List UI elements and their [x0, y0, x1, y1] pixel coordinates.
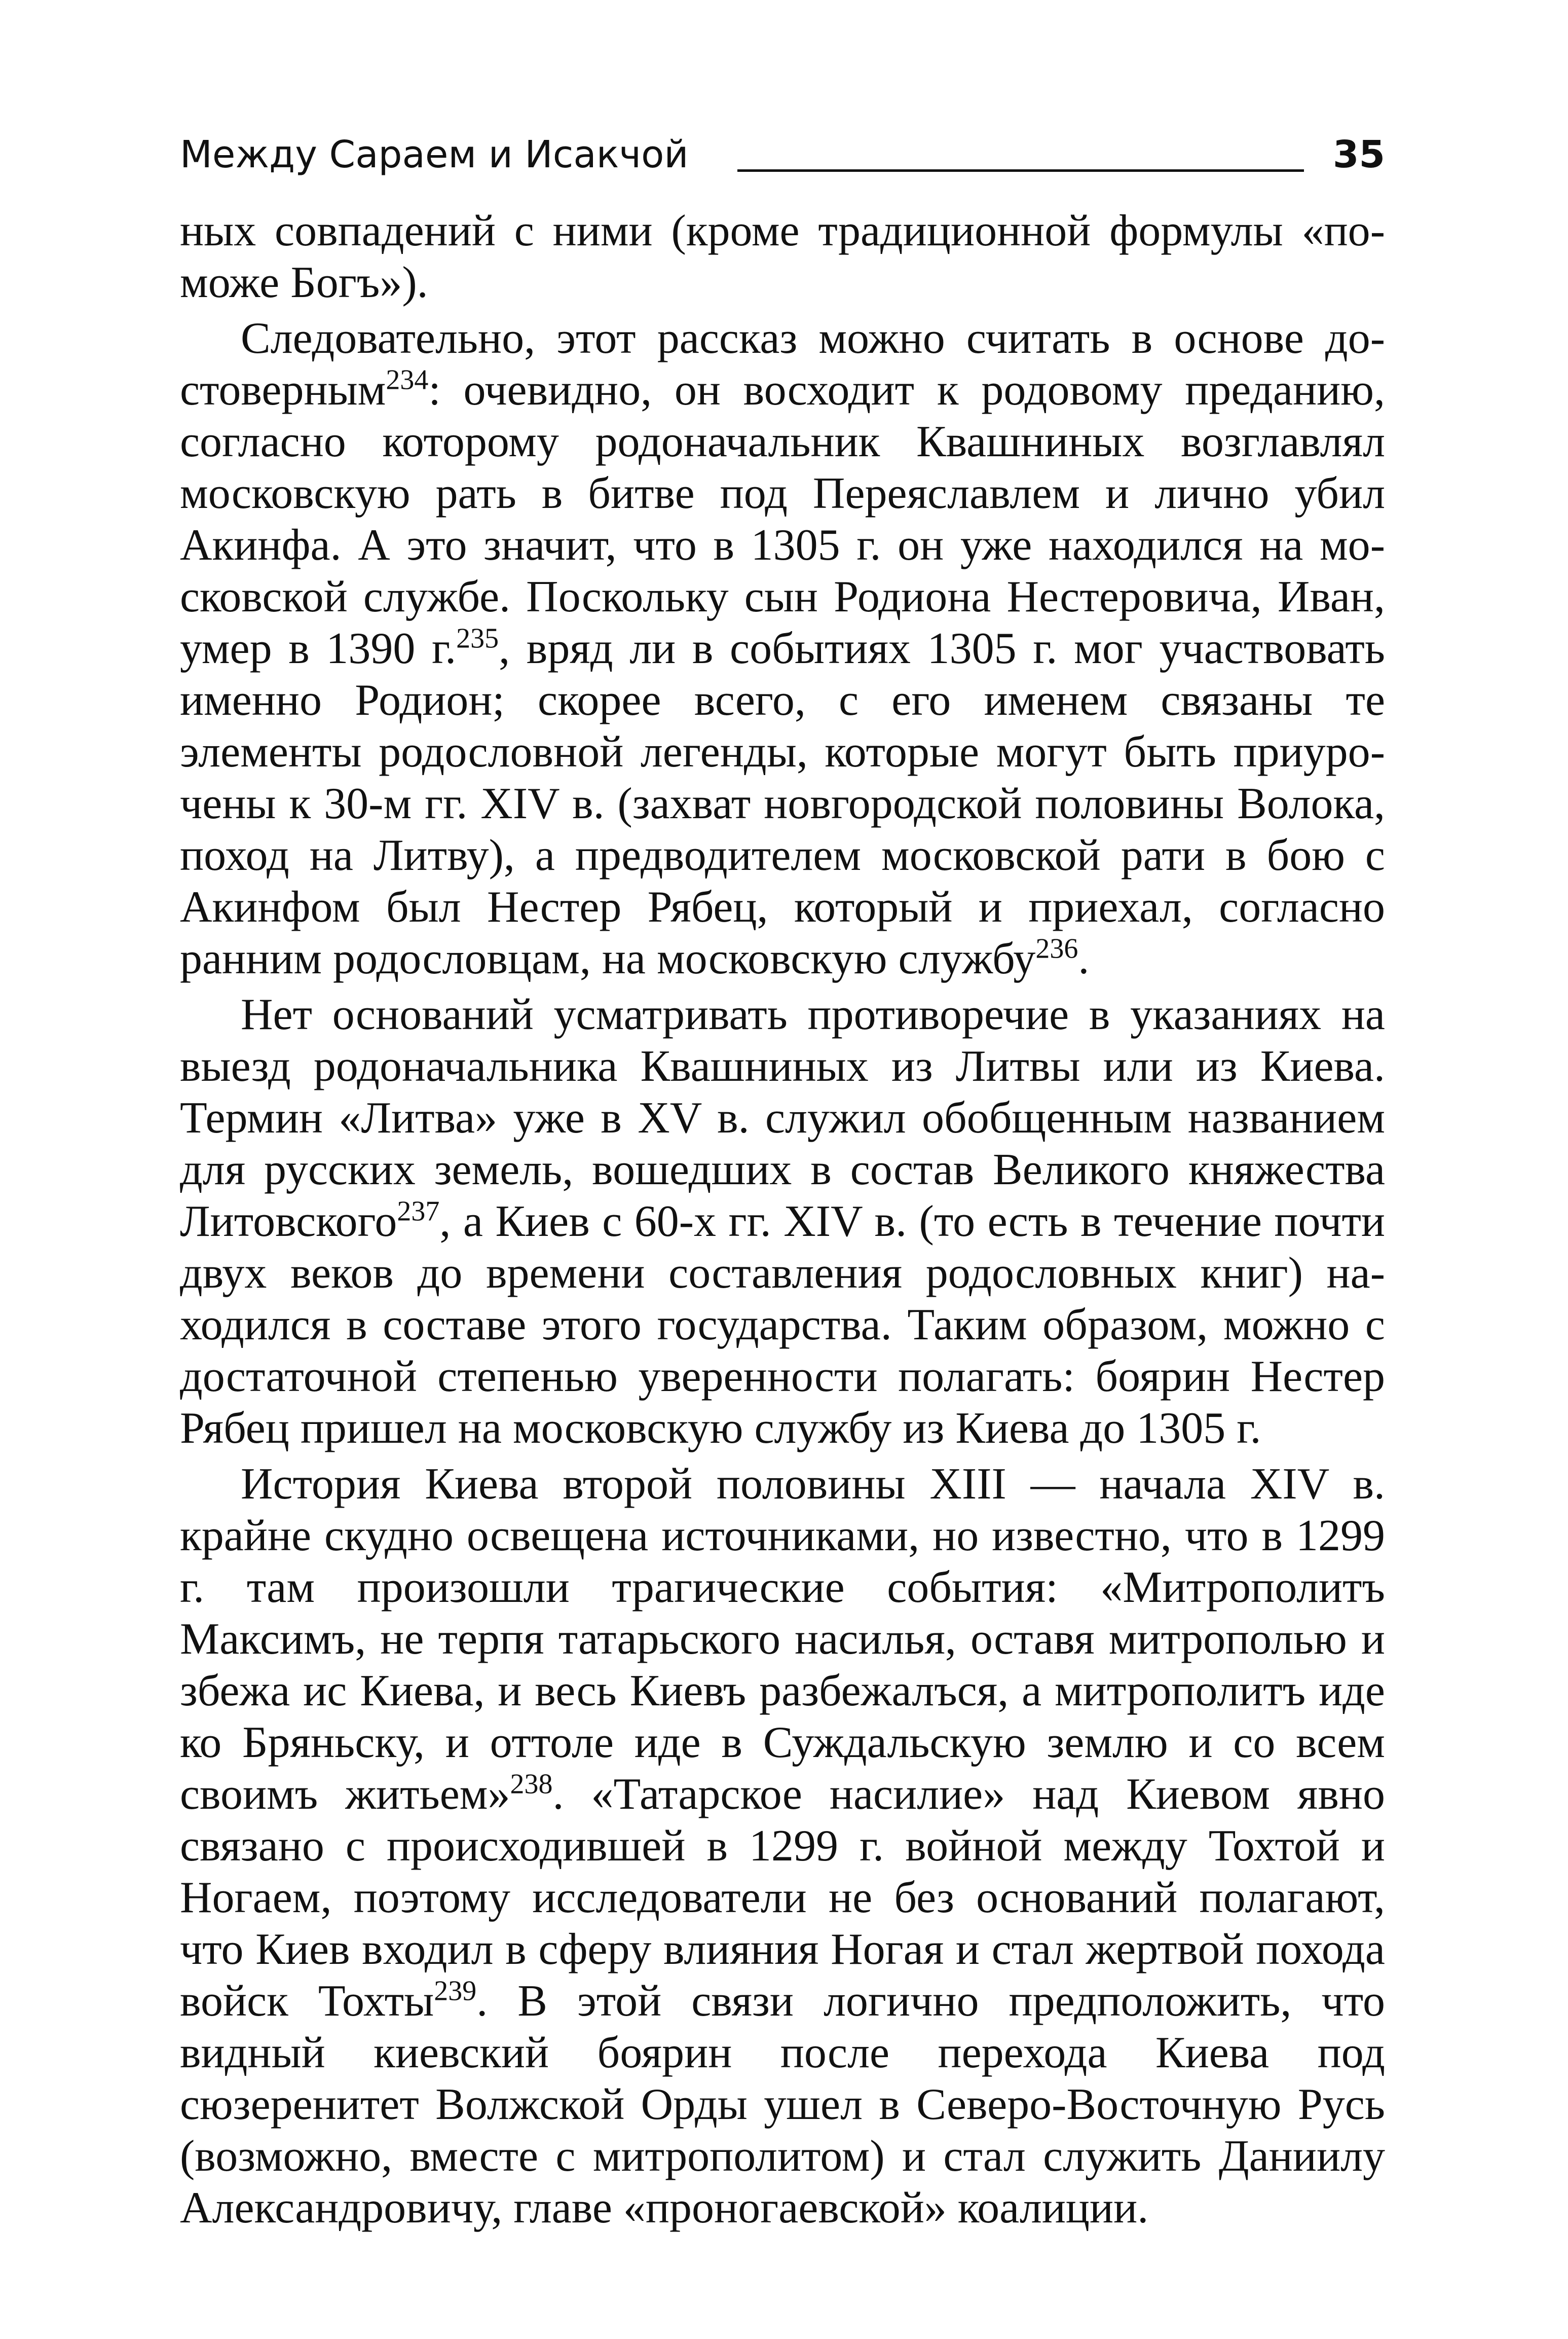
page-number: 35	[1333, 133, 1385, 176]
footnote-marker[interactable]: 239	[434, 1975, 477, 2007]
body-text	[180, 205, 1385, 2234]
running-head	[180, 127, 1385, 182]
paragraph-text: .	[1078, 934, 1090, 983]
paragraph-text: . «Татарское насилие» над Киевом явно связано с происходившей в 1299 г. войной между Тохтой и Ногаем, поэтому исследователи не без оснований полагают, что Киев входил в сферу влияния Ногая и стал жертвой похода войск Тохты	[180, 1770, 1385, 2026]
paragraph-text: ных совпадений с ними (кроме традиционной формулы «поможе Богъ»).	[180, 206, 1385, 307]
paragraph-text: Нет оснований усматривать противоречие в указаниях на выезд родоначальника Квашниных из Литвы или из Киева. Термин «Литва» уже в XV в. служил обобщенным названием для русских земель, вошедших в состав Великого княжества Литовского	[180, 990, 1385, 1246]
paragraph	[180, 1458, 1385, 2234]
paragraph	[180, 205, 1385, 309]
footnote-marker[interactable]: 236	[1035, 933, 1078, 965]
paragraph-text: , а Киев с 60-х гг. XIV в. (то есть в течение почти двух веков до времени составления родословных книг) находился в составе этого государства. Таким образом, можно с достаточной степенью уверенности полагать: боярин Нестер Рябец пришел на московскую службу из Киева до 1305 г.	[180, 1197, 1385, 1453]
paragraph-text: : очевидно, он восходит к родовому преданию, согласно которому родоначальник Квашниных возглавлял московскую рать в битве под Переяславлем и лично убил Акинфа. А это значит, что в 1305 г. он уже находился на московской службе. Поскольку сын Родиона Нестеровича, Иван, умер в 1390 г.	[180, 366, 1385, 673]
footnote-marker[interactable]: 235	[456, 623, 499, 654]
paragraph-text: Следовательно, этот рассказ можно считать в основе достоверным	[180, 314, 1385, 415]
footnote-marker[interactable]: 238	[510, 1768, 553, 1800]
paragraph-text: История Киева второй половины XIII — начала XIV в. крайне скудно освещена источниками, но известно, что в 1299 г. там произошли трагические события: «Митрополитъ Максимъ, не терпя татарьского насилья, оставя митрополью и збежа ис Киева, и весь Киевъ разбежалъся, а митрополитъ иде ко Бряньску, и оттоле иде в Суждальскую землю и со всем своимъ житьем»	[180, 1459, 1385, 1819]
paragraph-text: . В этой связи логично предположить, что видный киевский боярин после перехода Киева под сюзеренитет Волжской Орды ушел в Северо-Восточную Русь (возможно, вместе с митрополитом) и стал служить Даниилу Александровичу, главе «проногаевской» коалиции.	[180, 1977, 1385, 2233]
paragraph	[180, 313, 1385, 985]
paragraph	[180, 989, 1385, 1454]
running-title: Между Сараем и Исакчой	[180, 133, 689, 176]
header-rule	[737, 169, 1304, 172]
paragraph-text: , вряд ли в событиях 1305 г. мог участвовать именно Родион; скорее всего, с его именем связаны те элементы родословной легенды, которые могут быть приурочены к 30-м гг. XIV в. (захват новгородской половины Волока, поход на Литву), а предводителем московской рати в бою с Акинфом был Нестер Рябец, который и приехал, согласно ранним родословцам, на московскую службу	[180, 624, 1385, 983]
footnote-marker[interactable]: 234	[386, 364, 429, 396]
footnote-marker[interactable]: 237	[397, 1195, 440, 1227]
